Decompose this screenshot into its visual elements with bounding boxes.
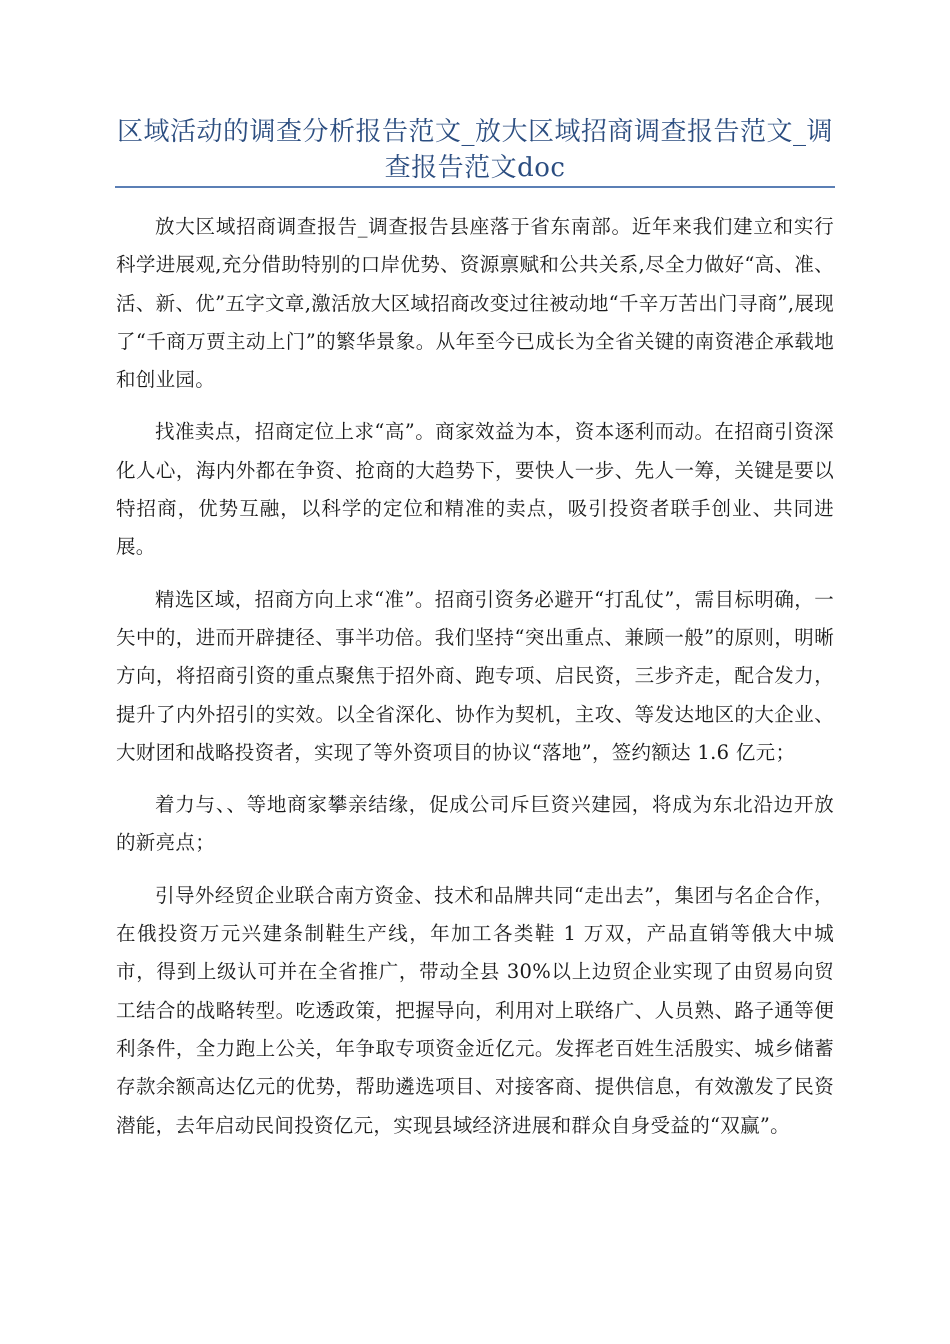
- paragraph: 着力与、、等地商家攀亲结缘，促成公司斥巨资兴建园，将成为东北沿边开放的新亮点；: [116, 793, 834, 855]
- document-title: 区域活动的调查分析报告范文_放大区域招商调查报告范文_调查报告范文doc: [116, 117, 833, 183]
- paragraph: 找准卖点，招商定位上求“高”。商家效益为本，资本逐利而动。在招商引资深化人心，海内外都在争资、抢商的大趋势下，要快人一步、先人一筹，关键是要以特招商，优势互融，以科学的定位和精准的卖点，吸引投资者联手创业、共同进展。: [116, 420, 834, 559]
- title-underline: [115, 186, 835, 188]
- paragraph: 精选区域，招商方向上求“准”。招商引资务必避开“打乱仗”，需目标明确，一矢中的，进而开辟捷径、事半功倍。我们坚持“突出重点、兼顾一般”的原则，明晰方向，将招商引资的重点聚焦于招外商、跑专项、启民资，三步齐走，配合发力，提升了内外招引的实效。以全省深化、协作为契机，主攻、等发达地区的大企业、大财团和战略投资者，实现了等外资项目的协议“落地”，签约额达 1.6 亿元；: [116, 587, 834, 764]
- paragraph: 引导外经贸企业联合南方资金、技术和品牌共同“走出去”，集团与名企合作，在俄投资万元兴建条制鞋生产线，年加工各类鞋 1 万双，产品直销等俄大中城市，得到上级认可并在全省推广，带动全县 30%以上边贸企业实现了由贸易向贸工结合的战略转型。吃透政策，把握导向，利用对上联络广、人员熟、路子通等便利条件，全力跑上公关，年争取专项资金近亿元。发挥老百姓生活殷实、城乡储蓄存款余额高达亿元的优势，帮助遴选项目、对接客商、提供信息，有效激发了民资潜能，去年启动民间投资亿元，实现县域经济进展和群众自身受益的“双赢”。: [116, 883, 834, 1137]
- document-body: [116, 208, 834, 1159]
- paragraph: 放大区域招商调查报告_调查报告县座落于省东南部。近年来我们建立和实行科学进展观,充分借助特别的口岸优势、资源禀赋和公共关系,尽全力做好“高、准、活、新、优”五字文章,激活放大区域招商改变过往被动地“千辛万苦出门寻商”,展现了“千商万贾主动上门”的繁华景象。从年至今已成长为全省关键的南资港企承载地和创业园。: [116, 215, 834, 392]
